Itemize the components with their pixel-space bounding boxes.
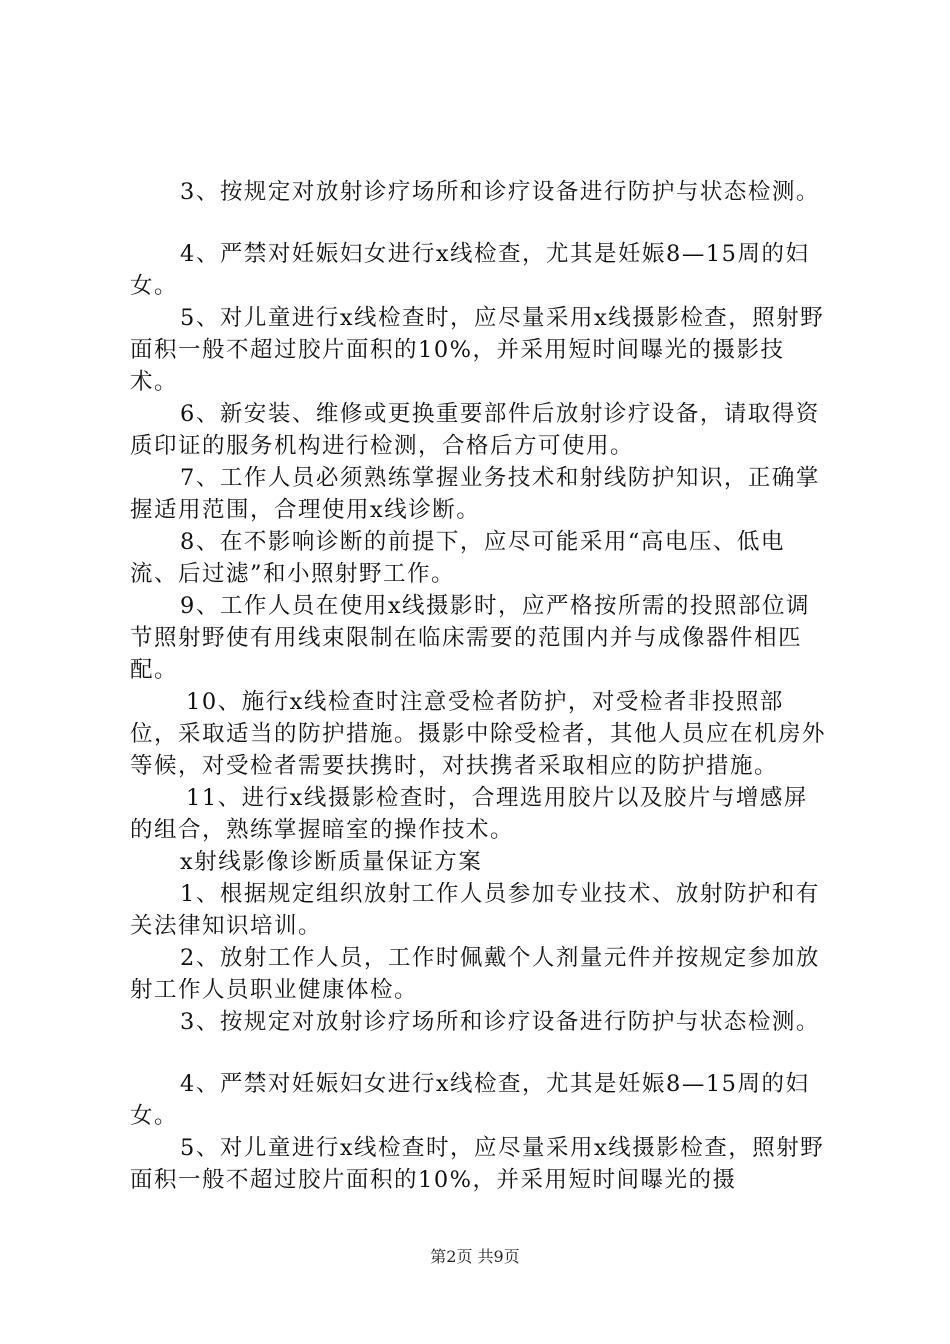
- paragraph: 7、工作人员必须熟练掌握业务技术和射线防护知识，正确掌握适用范围，合理使用x线诊断。: [130, 465, 820, 523]
- document-body: [130, 176, 830, 1196]
- paragraph: 4、严禁对妊娠妇女进行x线检查，尤其是妊娠8—15周的妇女。: [130, 1071, 810, 1129]
- paragraph: 5、对儿童进行x线检查时，应尽量采用x线摄影检查，照射野面积一般不超过胶片面积的10%，并采用短时间曝光的摄影技术。: [130, 305, 825, 395]
- paragraph: 5、对儿童进行x线检查时，应尽量采用x线摄影检查，照射野面积一般不超过胶片面积的10%，并采用短时间曝光的摄: [130, 1135, 825, 1193]
- paragraph: 10、施行x线检查时注意受检者防护，对受检者非投照部位，采取适当的防护措施。摄影中除受检者，其他人员应在机房外等候，对受检者需要扶携时，对扶携者采取相应的防护措施。: [130, 689, 827, 779]
- paragraph: 2、放射工作人员，工作时佩戴个人剂量元件并按规定参加放射工作人员职业健康体检。: [130, 945, 820, 1003]
- paragraph: 6、新安装、维修或更换重要部件后放射诊疗设备，请取得资质印证的服务机构进行检测，合格后方可使用。: [130, 401, 820, 459]
- paragraph: 3、按规定对放射诊疗场所和诊疗设备进行防护与状态检测。: [180, 179, 820, 205]
- paragraph: 9、工作人员在使用x线摄影时，应严格按所需的投照部位调节照射野使有用线束限制在临床需要的范围内并与成像器件相匹配。: [130, 593, 811, 683]
- paragraph: 4、严禁对妊娠妇女进行x线检查，尤其是妊娠8—15周的妇女。: [130, 241, 810, 299]
- paragraph: 3、按规定对放射诊疗场所和诊疗设备进行防护与状态检测。: [180, 1009, 820, 1035]
- paragraph: 1、根据规定组织放射工作人员参加专业技术、放射防护和有关法律知识培训。: [130, 881, 820, 939]
- page-footer: 第2页 共9页: [430, 1247, 520, 1266]
- paragraph: 8、在不影响诊断的前提下，应尽可能采用“高电压、低电流、后过滤”和小照射野工作。: [130, 529, 785, 587]
- paragraph: 11、进行x线摄影检查时，合理选用胶片以及胶片与增感屏的组合，熟练掌握暗室的操作技术。: [130, 785, 808, 843]
- section-heading: x射线影像诊断质量保证方案: [180, 849, 483, 875]
